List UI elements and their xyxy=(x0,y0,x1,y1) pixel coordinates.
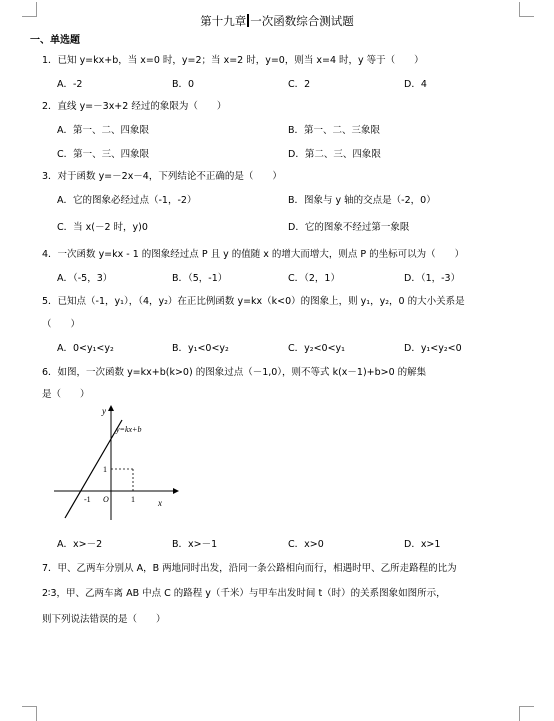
crop-mark-bottom-left xyxy=(22,706,37,721)
tick-y1-label: 1 xyxy=(103,465,107,474)
question-6-graph xyxy=(52,400,182,522)
crop-mark-bottom-right xyxy=(519,706,534,721)
q2-option-a: A．第一、二、四象限 xyxy=(57,125,149,136)
tick-xneg1-label: -1 xyxy=(84,495,91,504)
q4-option-a: A．（-5，3） xyxy=(57,273,113,284)
q4-option-b: B．（5，-1） xyxy=(172,273,228,284)
question-3-stem: 3．对于函数 y=－2x－4，下列结论不正确的是（ ） xyxy=(42,171,282,182)
q6-option-c: C．x>0 xyxy=(288,539,324,550)
function-line xyxy=(65,420,122,518)
q4-option-c: C．（2，1） xyxy=(288,273,340,284)
q1-option-b: B．0 xyxy=(172,79,195,90)
x-axis-label: x xyxy=(158,498,162,508)
q1-option-a: A．-2 xyxy=(57,79,83,90)
q5-option-c: C．y₂<0<y₁ xyxy=(288,343,345,354)
q5-option-a: A．0<y₁<y₂ xyxy=(57,343,114,354)
q3-option-c: C．当 x(－2 时，y)0 xyxy=(57,222,148,233)
question-6-stem-cont: 是（ ） xyxy=(42,389,90,400)
text-cursor xyxy=(247,14,249,27)
question-5-stem: 5．已知点（-1，y₁），（4，y₂）在正比例函数 y=kx（k<0）的图象上，则 y₁，y₂，0 的大小关系是 xyxy=(42,296,465,307)
title-name: 一次函数综合测试题 xyxy=(250,14,354,28)
question-7-stem-cont: 2∶3，甲、乙两车离 AB 中点 C 的路程 y（千米）与甲车出发时间 t（时）的关系图象如图所示， xyxy=(42,588,446,599)
q1-option-c: C．2 xyxy=(288,79,311,90)
q1-option-d: D．4 xyxy=(404,79,427,90)
question-7-stem-cont2: 则下列说法错误的是（ ） xyxy=(42,614,166,625)
question-6-stem: 6．如图，一次函数 y=kx+b(k>0) 的图象过点（－1,0），则不等式 k(x－1)+b>0 的解集 xyxy=(42,367,427,378)
page-title xyxy=(0,13,554,29)
q6-option-a: A．x>－2 xyxy=(57,539,103,550)
q3-option-a: A．它的图象必经过点（-1，-2） xyxy=(57,195,197,206)
question-1-stem: 1．已知 y=kx+b，当 x=0 时，y=2；当 x=2 时，y=0，则当 x=4 时，y 等于（ ） xyxy=(42,55,424,66)
title-chapter: 第十九章 xyxy=(200,14,247,28)
q3-option-b: B．图象与 y 轴的交点是（-2，0） xyxy=(288,195,436,206)
q5-option-d: D．y₁<y₂<0 xyxy=(404,343,462,354)
tick-x1-label: 1 xyxy=(131,495,135,504)
question-4-stem: 4．一次函数 y=kx - 1 的图象经过点 P 且 y 的值随 x 的增大而增大，则点 P 的坐标可以为（ ） xyxy=(42,249,465,260)
line-label: y=kx+b xyxy=(116,425,142,434)
q6-option-d: D．x>1 xyxy=(404,539,441,550)
y-axis-label: y xyxy=(102,406,106,416)
q6-option-b: B．x>－1 xyxy=(172,539,218,550)
q5-option-b: B．y₁<0<y₂ xyxy=(172,343,229,354)
q3-option-d: D．它的图象不经过第一象限 xyxy=(288,222,410,233)
q4-option-d: D．（1，-3） xyxy=(404,273,461,284)
origin-label: O xyxy=(103,495,109,504)
q2-option-d: D．第二、三、四象限 xyxy=(288,149,381,160)
q2-option-c: C．第一、三、四象限 xyxy=(57,149,150,160)
question-7-stem: 7．甲、乙两车分别从 A，B 两地同时出发，沿同一条公路相向而行，相遇时甲、乙所走路程的比为 xyxy=(42,563,457,574)
section-heading: 一、单选题 xyxy=(30,35,80,46)
q2-option-b: B．第一、二、三象限 xyxy=(288,125,381,136)
question-2-stem: 2．直线 y=－3x+2 经过的象限为（ ） xyxy=(42,101,227,112)
question-5-stem-cont: （ ） xyxy=(42,319,81,330)
